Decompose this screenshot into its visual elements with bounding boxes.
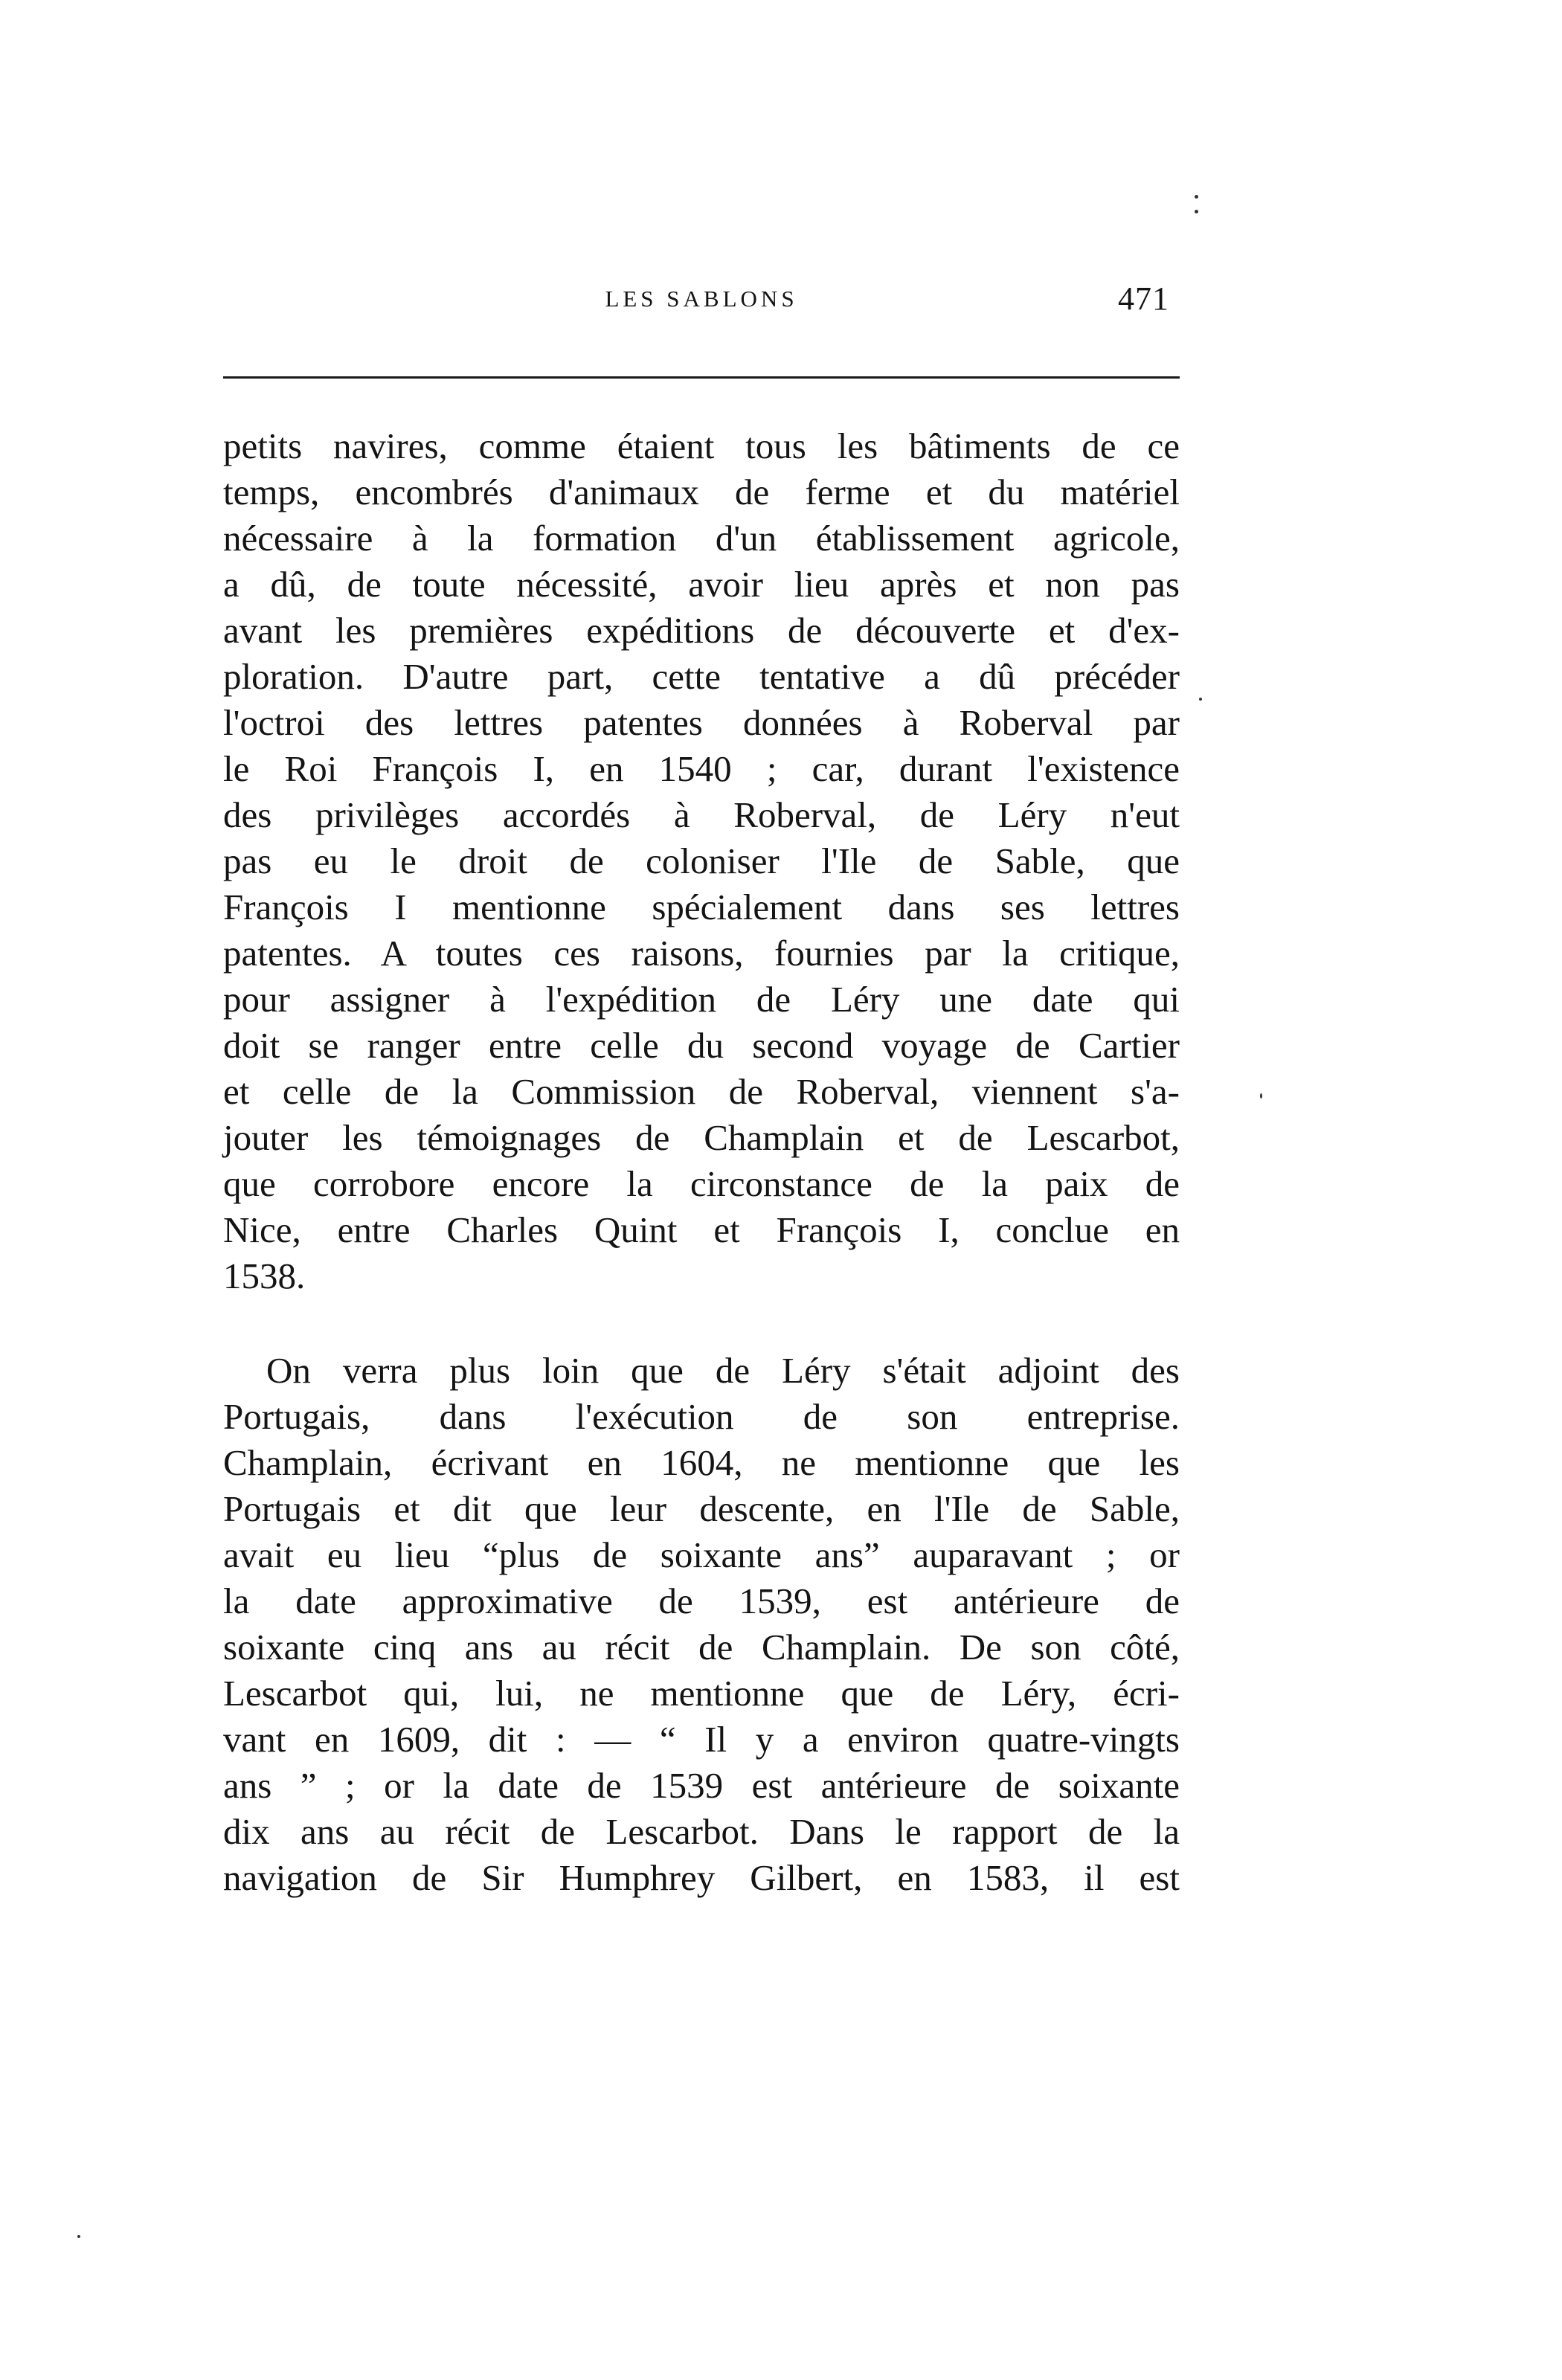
paragraph-1 [223,423,1180,1299]
text-line: François I mentionne spécialement dans ses lettres [223,887,1180,927]
text-line: On verra plus loin que de Léry s'était adjoint des [266,1350,1180,1391]
text-line: Lescarbot qui, lui, ne mentionne que de Léry, écri- [223,1673,1180,1714]
header-rule [223,376,1180,379]
text-line: a dû, de toute nécessité, avoir lieu après et non pas [223,564,1180,605]
running-head [223,280,1180,330]
text-line: jouter les témoignages de Champlain et de Lescarbot, [223,1117,1180,1158]
scan-speck [1260,1093,1262,1099]
text-line: navigation de Sir Humphrey Gilbert, en 1583, il est [223,1857,1180,1898]
text-line: 1538. [223,1255,306,1296]
text-line: ans ” ; or la date de 1539 est antérieure de soixante [223,1765,1180,1806]
text-line: soixante cinq ans au récit de Champlain. De son côté, [223,1627,1180,1667]
text-line: vant en 1609, dit : — “ Il y a environ quatre-vingts [223,1719,1180,1760]
running-title: LES SABLONS [605,286,798,312]
body-text [223,423,1180,1901]
text-line: petits navires, comme étaient tous les bâtiments de ce [223,425,1180,466]
text-line: Nice, entre Charles Quint et François I, conclue en [223,1209,1180,1250]
text-line: pas eu le droit de coloniser l'Ile de Sable, que [223,840,1180,881]
scan-speck [77,2235,80,2238]
text-line: Portugais et dit que leur descente, en l'Ile de Sable, [223,1488,1180,1529]
text-line: nécessaire à la formation d'un établissement agricole, [223,518,1180,559]
page-number: 471 [1118,280,1169,317]
text-line: l'octroi des lettres patentes données à Roberval par [223,702,1180,743]
paragraph-gap [223,1299,1180,1348]
text-line: doit se ranger entre celle du second voyage de Cartier [223,1025,1180,1066]
text-line: dix ans au récit de Lescarbot. Dans le rapport de la [223,1811,1180,1852]
text-line: pour assigner à l'expédition de Léry une date qui [223,979,1180,1020]
text-line: ploration. D'autre part, cette tentative a dû précéder [223,656,1180,697]
text-line: Portugais, dans l'exécution de son entreprise. [223,1396,1180,1437]
text-line: patentes. A toutes ces raisons, fournies par la critique, [223,933,1180,974]
scan-speck [1195,210,1198,213]
scan-speck [1199,698,1202,701]
text-line: Champlain, écrivant en 1604, ne mentionne que les [223,1442,1180,1483]
text-line: avait eu lieu “plus de soixante ans” auparavant ; or [223,1534,1180,1575]
text-line: que corrobore encore la circonstance de la paix de [223,1163,1180,1204]
text-line: avant les premières expéditions de découverte et d'ex- [223,610,1180,651]
text-line: des privilèges accordés à Roberval, de Léry n'eut [223,794,1180,835]
text-line: et celle de la Commission de Roberval, viennent s'a- [223,1071,1180,1112]
scan-speck [1195,195,1198,199]
text-line: la date approximative de 1539, est antérieure de [223,1580,1180,1621]
text-line: le Roi François I, en 1540 ; car, durant l'existence [223,748,1180,789]
text-line: temps, encombrés d'animaux de ferme et du matériel [223,472,1180,512]
paragraph-2 [223,1348,1180,1901]
